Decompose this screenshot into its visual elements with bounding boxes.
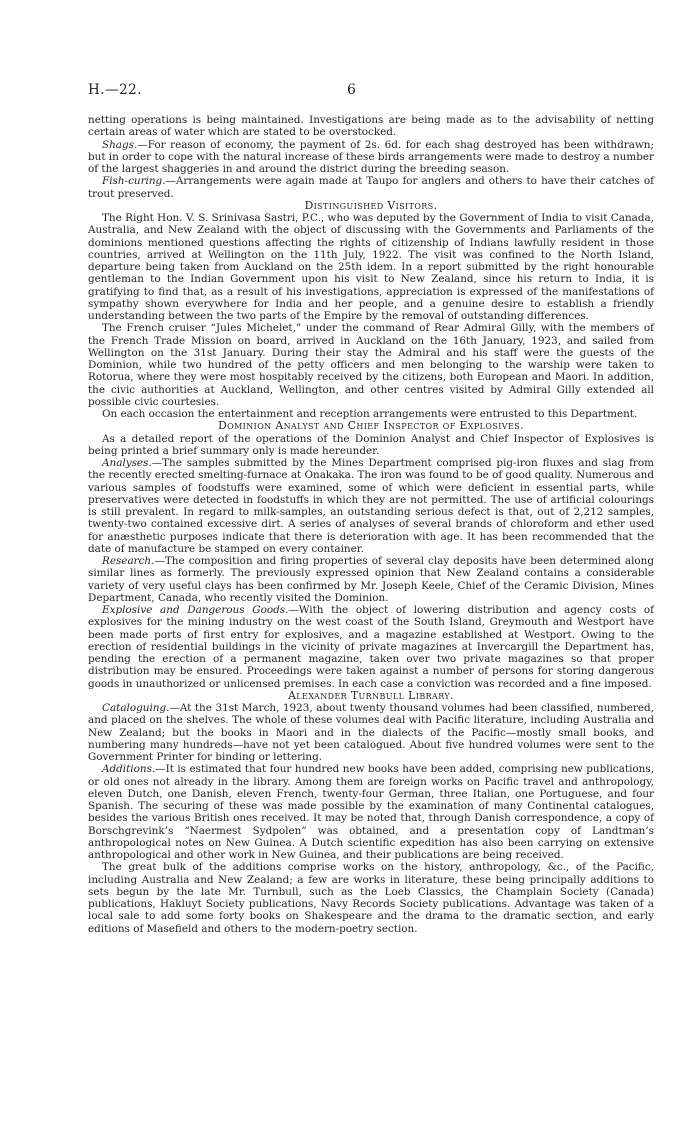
paragraph-lead: Cataloguing. (102, 702, 170, 714)
paragraph-text: —The samples submitted by the Mines Department comprised pig-iron fluxes and slag from the recently erected smelting-furnace at Onakaka. The iron was found to be of good quality. Numerous and various samples of foodstuffs were examined, some of which were deficient in essential parts, while preservatives were detected in foodstuffs in which they are not permitted. The use of artificial colourings is still prevalent. In regard to milk-samples, an outstanding serious defect is that, out of 2,212 samples, twenty-two contained excessive dirt. A series of analyses of several brands of chloroform and ether used for anæsthetic purposes indicate that there is deterioration with age. It has been recommended that the date of manufacture be stamped on every container. (88, 457, 654, 555)
paragraph (88, 763, 654, 861)
paragraph-text: As a detailed report of the operations of the Dominion Analyst and Chief Inspector of Explosives is being printed a brief summary only is made hereunder. (88, 432, 654, 457)
paragraph-text: The Right Hon. V. S. Srinivasa Sastri, P.C., who was deputed by the Government of India to visit Canada, Australia, and New Zealand with the object of discussing with the Governments and Parliaments of the dominions mentioned questions affecting the rights of citizenship of Indians lawfully resident in those countries, arrived at Wellington on the 11th July, 1922. The visit was confined to the North Island, departure being taken from Auckland on the 25th idem. In a report submitted by the right honourable gentleman to the Indian Government upon his visit to New Zealand, since his return to India, it is gratifying to find that, as a result of his investigations, appreciation is expressed of the manifestations of sympathy shown everywhere for India and her people, and a genuine desire to establish a friendly understanding between the two parts of the Empire by the removal of outstanding differences. (88, 212, 654, 322)
paragraph (88, 433, 654, 458)
paragraph (88, 457, 654, 555)
paragraph (88, 702, 654, 763)
page-number: 6 (347, 82, 356, 98)
paragraph-text: —At the 31st March, 1923, about twenty thousand volumes had been classified, numbered, and placed on the shelves. The whole of these volumes deal with Pacific literature, including Australia and New Zealand; but the books in Maori and in the dialects of the Pacific—mostly small books, and numbering many hundreds—have not yet been catalogued. About five hundred volumes were sent to the Government Printer for binding or lettering. (88, 702, 654, 763)
paragraph (88, 212, 654, 322)
document-body (88, 114, 654, 935)
paragraph-lead: Analyses. (102, 457, 152, 469)
page-header (88, 84, 654, 102)
paragraph-lead: Additions. (102, 763, 156, 776)
paragraph-lead: Research. (102, 555, 155, 567)
paragraph-text: —The composition and firing properties of several clay deposits have been determined along similar lines as formerly. The previously expressed opinion that New Zealand contains a considerable variety of very useful clays has been confirmed by Mr. Joseph Keele, Chief of the Ceramic Division, Mines Department, Canada, who recently visited the Dominion. (88, 555, 654, 604)
paragraph (88, 555, 654, 604)
paragraph (88, 114, 654, 139)
paragraph (88, 322, 654, 408)
paragraph-text: On each occasion the entertainment and reception arrangements were entrusted to this Department. (102, 408, 638, 420)
section-heading: Distinguished Visitors. (304, 198, 438, 212)
paragraph (88, 139, 654, 176)
paragraph-text: —For reason of economy, the payment of 2s. 6d. for each shag destroyed has been withdrawn; but in order to cope with the natural increase of these birds arrangements were made to destroy a number of the largest shaggeries in and around the district during the breeding season. (88, 138, 654, 175)
paragraph-text: The French cruiser “Jules Michelet,” under the command of Rear Admiral Gilly, with the members of the French Trade Mission on board, arrived in Auckland on the 16th January, 1923, and sailed from Wellington on the 31st January. During their stay the Admiral and his staff were the guests of the Dominion, while two hundred of the petty officers and men belonging to the warship were taken to Rotorua, where they were most hospitably received by the citizens, both European and Maori. In addition, the civic authorities at Auckland, Wellington, and other centres visited by Admiral Gilly extended all possible civic courtesies. (88, 322, 654, 408)
paragraph-text: netting operations is being maintained. Investigations are being made as to the advisability of netting certain areas of water which are stated to be overstocked. (88, 114, 654, 139)
paragraph-lead: Fish-curing. (102, 175, 166, 188)
paragraph-text: —With the object of lowering distribution and agency costs of explosives for the mining industry on the west coast of the South Island, Greymouth and Westport have been made ports of first entry for explosives, and a magazine established at Westport. Owing to the erection of residential buildings in the vicinity of private magazines at Invercargill the Department has, pending the erection of a permanent magazine, taken over two private magazines so that proper distribution may be ensured. Proceedings were taken against a number of persons for storing dangerous goods in unauthorized or unlicensed premises. In each case a conviction was recorded and a fine imposed. (88, 604, 654, 690)
paragraph (88, 861, 654, 935)
section-heading: Alexander Turnbull Library. (288, 688, 454, 702)
paragraph (88, 175, 654, 200)
paragraph-lead: Explosive and Dangerous Goods. (102, 604, 289, 616)
paragraph-text: The great bulk of the additions comprise works on the history, anthropology, &c., of the Pacific, including Australia and New Zealand; a few are works in literature, these being principally additions to sets begun by the late Mr. Turnbull, such as the Loeb Classics, the Champlain Society (Canada) publications, Hakluyt Society publications, Navy Records Society publications. Advantage was taken of a local sale to add some forty books on Shakespeare and the drama to the dramatic section, and early editions of Masefield and others to the modern-poetry section. (88, 861, 654, 935)
paragraph-text: —Arrangements were again made at Taupo for anglers and others to have their catches of trout preserved. (88, 175, 654, 200)
section-heading: Dominion Analyst and Chief Inspector of Explosives. (218, 419, 524, 433)
paragraph-lead: Shags. (102, 138, 138, 151)
paragraph (88, 604, 654, 690)
report-reference: H.—22. (88, 82, 143, 98)
paragraph-text: —It is estimated that four hundred new books have been added, comprising new publications, or old ones not already in the library. Among them are foreign works on Pacific travel and anthropology, eleven Dutch, one Danish, eleven French, twenty-four German, three Italian, one Portuguese, and four Spanish. The securing of these was made possible by the examination of many Continental catalogues, besides the various British ones received. It may be noted that, through Danish correspondence, a copy of Borschgrevink’s “Naermest Sydpolen” was obtained, and a presentation copy of Landtman’s anthropological notes on New Guinea. A Dutch scientific expedition has also been carrying on extensive anthropological and other work in New Guinea, and their publications are being received. (88, 763, 654, 861)
